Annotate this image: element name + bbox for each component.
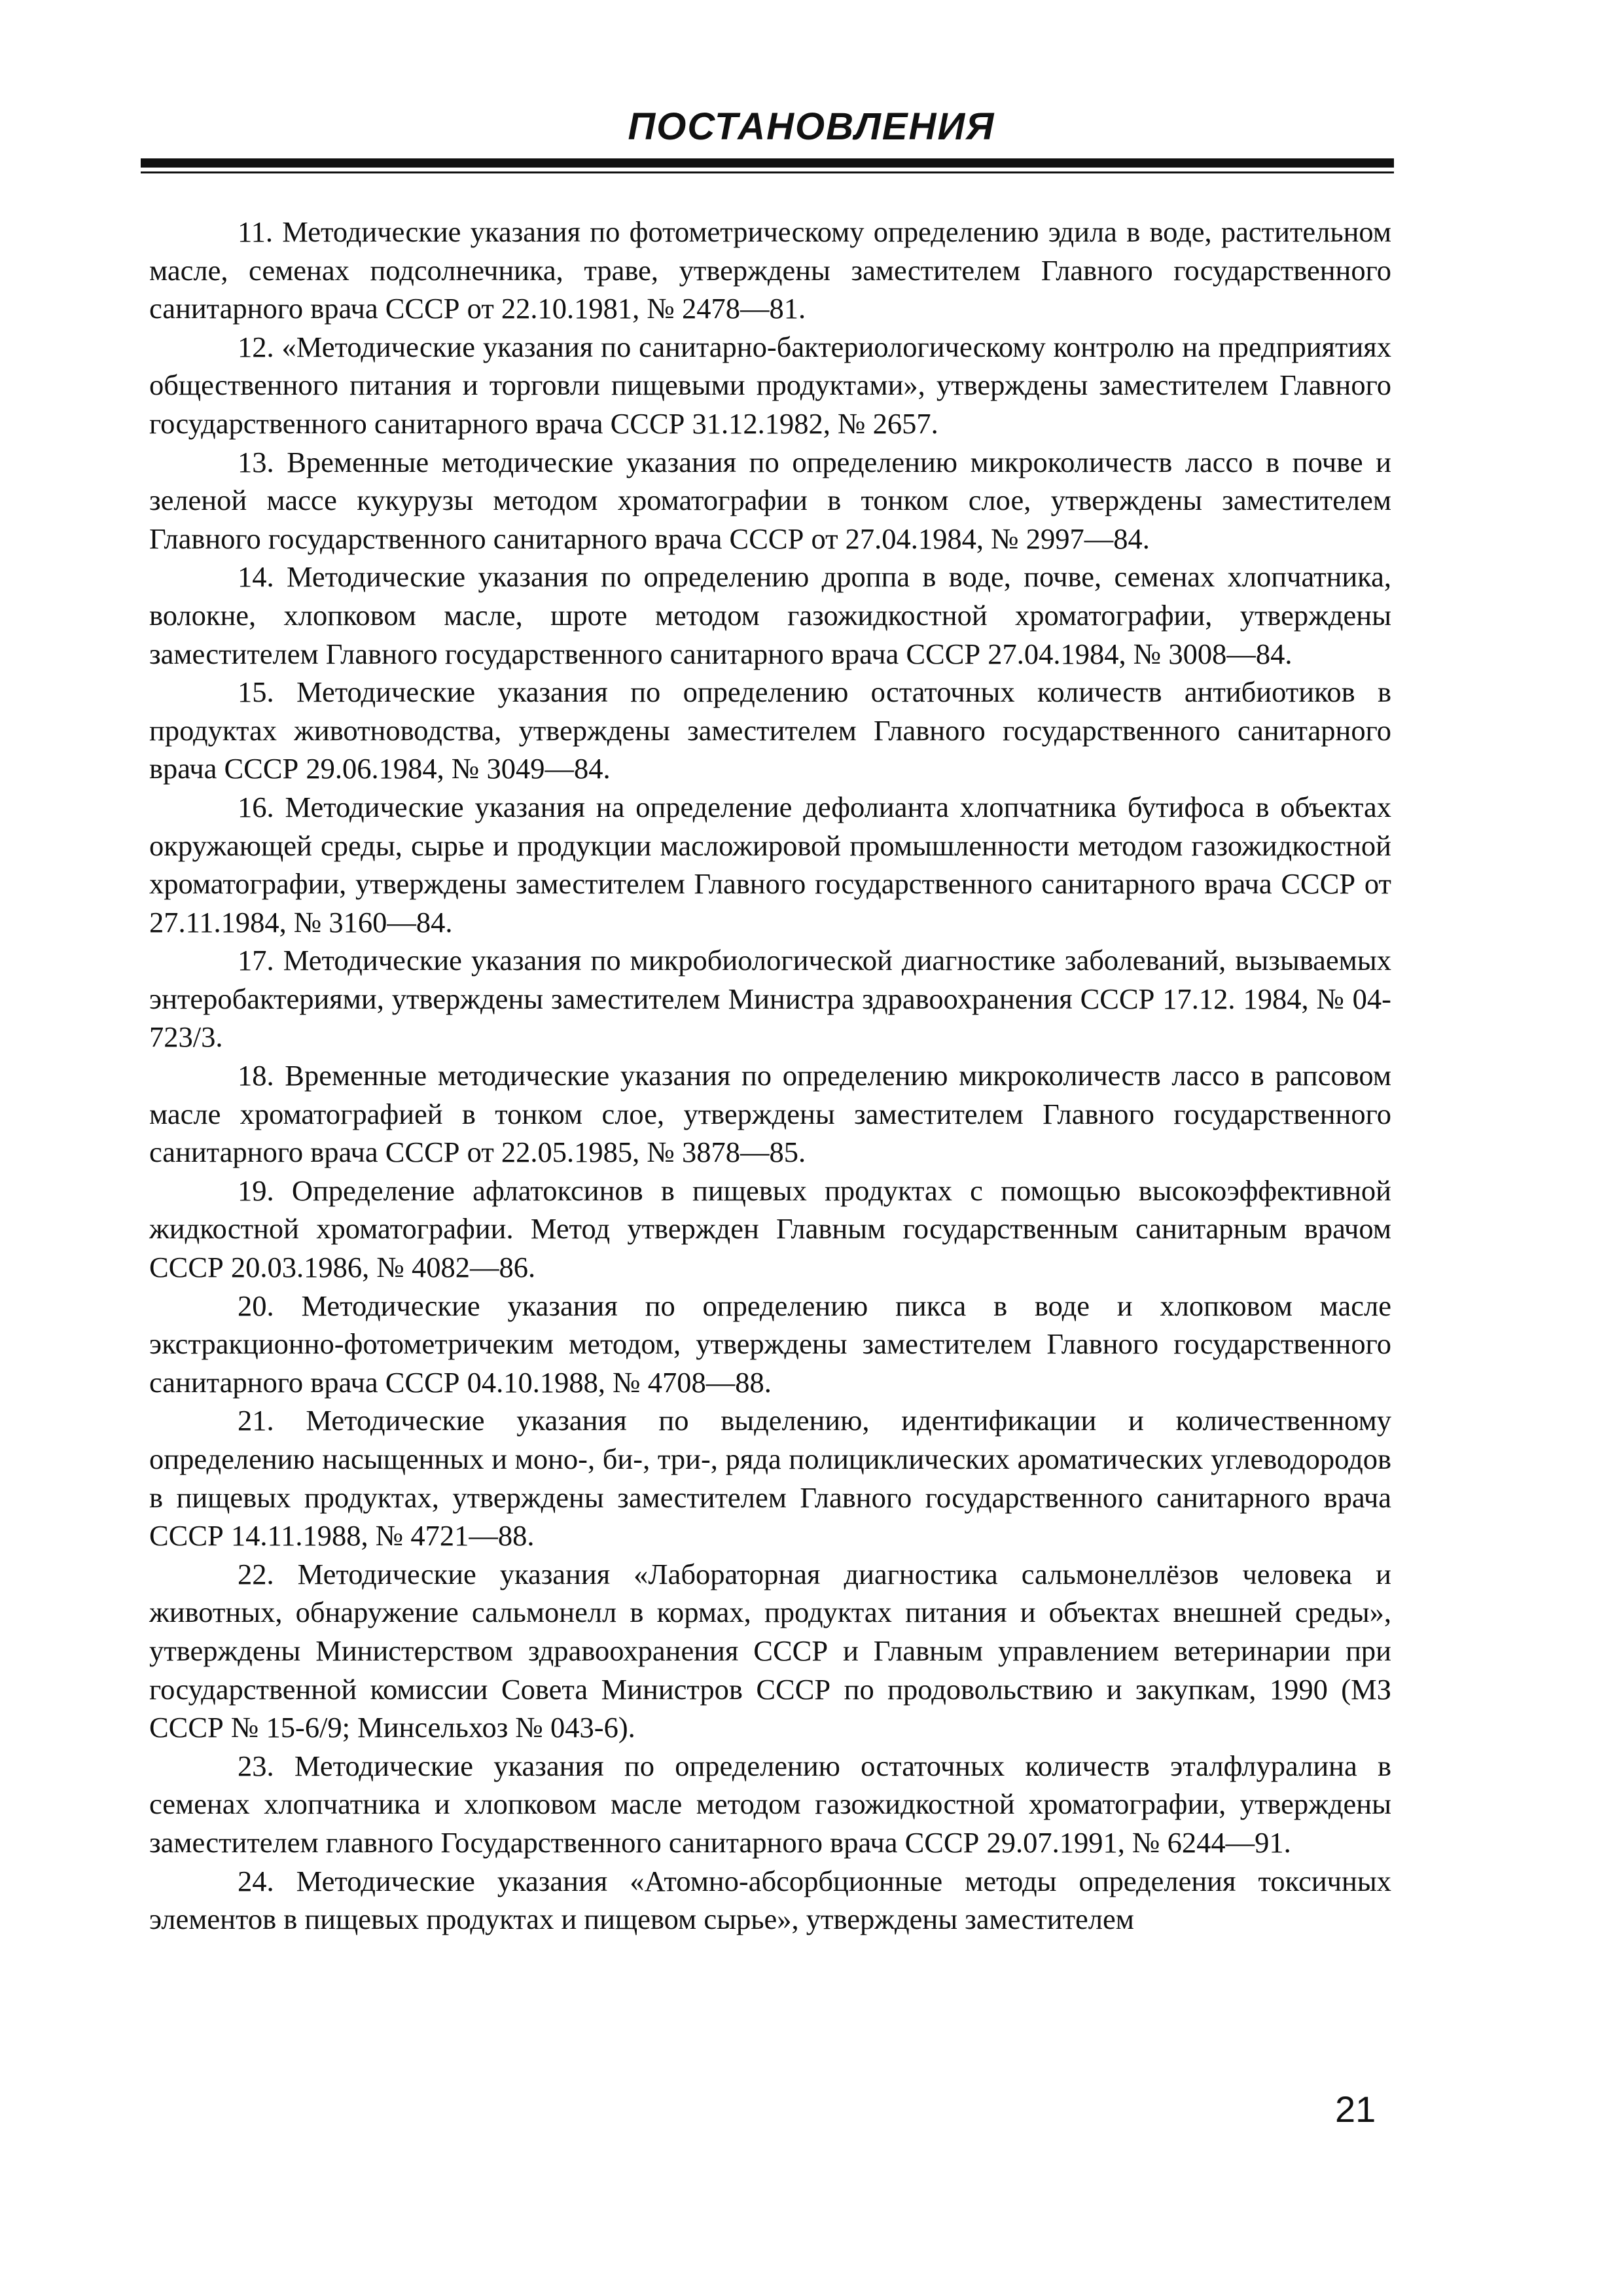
paragraph-18: 18. Временные методические указания по определению микроколичеств лассо в рапсовом масле хроматографией в тонком слое, утверждены заместителем Главного государственного санитарного врача СССР от 22.05.1985, № 3878—85.	[149, 1059, 1391, 1169]
page-number: 21	[1335, 2089, 1376, 2130]
paragraph-16: 16. Методические указания на определение дефолианта хлопчатника бутифоса в объектах окружающей среды, сырье и продукции масложировой промышленности методом газожидкостной хроматографии, утверждены заместителем Главного государственного санитарного врача СССР от 27.11.1984, № 3160—84.	[149, 790, 1391, 939]
paragraph-11: 11. Методические указания по фотометрическому определению эдила в воде, растительном масле, семенах подсолнечника, траве, утверждены заместителем Главного государственного санитарного врача СССР от 22.10.1981, № 2478—81.	[149, 215, 1391, 325]
paragraph-22: 22. Методические указания «Лабораторная диагностика сальмонеллёзов человека и животных, обнаружение сальмонелл в кормах, продуктах питания и объектах внешней среды», утверждены Министерством здравоохранения СССР и Главным управлением ветеринарии при государственной комиссии Совета Министров СССР по продовольствию и закупкам, 1990 (МЗ СССР № 15-6/9; Минсельхоз № 043-6).	[149, 1557, 1391, 1744]
header-rule-thick	[141, 158, 1394, 168]
header-rule-thin	[141, 171, 1394, 173]
paragraph-24: 24. Методические указания «Атомно-абсорбционные методы определения токсичных элементов в пищевых продуктах и пищевом сырье», утверждены заместителем	[149, 1864, 1391, 1936]
paragraph-21: 21. Методические указания по выделению, идентификации и количественному определению насыщенных и моно-, би-, три-, ряда полициклических ароматических углеводородов в пищевых продуктах, утверждены заместителем Главного государственного санитарного врача СССР 14.11.1988, № 4721—88.	[149, 1404, 1391, 1552]
document-body	[149, 213, 1391, 1939]
paragraph-20: 20. Методические указания по определению пикса в воде и хлопковом масле экстракционно-фотометричеким методом, утверждены заместителем Главного государственного санитарного врача СССР 04.10.1988, № 4708—88.	[149, 1289, 1391, 1399]
paragraph-12: 12. «Методические указания по санитарно-бактериологическому контролю на предприятиях общественного питания и торговли пищевыми продуктами», утверждены заместителем Главного государственного санитарного врача СССР 31.12.1982, № 2657.	[149, 330, 1391, 440]
paragraph-19: 19. Определение афлатоксинов в пищевых продуктах с помощью высокоэффективной жидкостной хроматографии. Метод утвержден Главным государственным санитарным врачом СССР 20.03.1986, № 4082—86.	[149, 1174, 1391, 1284]
paragraph-13: 13. Временные методические указания по определению микроколичеств лассо в почве и зеленой массе кукурузы методом хроматографии в тонком слое, утверждены заместителем Главного государственного санитарного врача СССР от 27.04.1984, № 2997—84.	[149, 445, 1391, 555]
paragraph-15: 15. Методические указания по определению остаточных количеств антибиотиков в продуктах животноводства, утверждены заместителем Главного государственного санитарного врача СССР 29.06.1984, № 3049—84.	[149, 675, 1391, 785]
paragraph-14: 14. Методические указания по определению дроппа в воде, почве, семенах хлопчатника, волокне, хлопковом масле, шроте методом газожидкостной хроматографии, утверждены заместителем Главного государственного санитарного врача СССР 27.04.1984, № 3008—84.	[149, 560, 1391, 670]
paragraph-17: 17. Методические указания по микробиологической диагностике заболеваний, вызываемых энтеробактериями, утверждены заместителем Министра здравоохранения СССР 17.12. 1984, № 04-723/3.	[149, 944, 1391, 1054]
section-header-title: ПОСТАНОВЛЕНИЯ	[628, 105, 995, 148]
paragraph-23: 23. Методические указания по определению остаточных количеств эталфлуралина в семенах хлопчатника и хлопковом масле методом газожидкостной хроматографии, утверждены заместителем главного Государственного санитарного врача СССР 29.07.1991, № 6244—91.	[149, 1749, 1391, 1859]
